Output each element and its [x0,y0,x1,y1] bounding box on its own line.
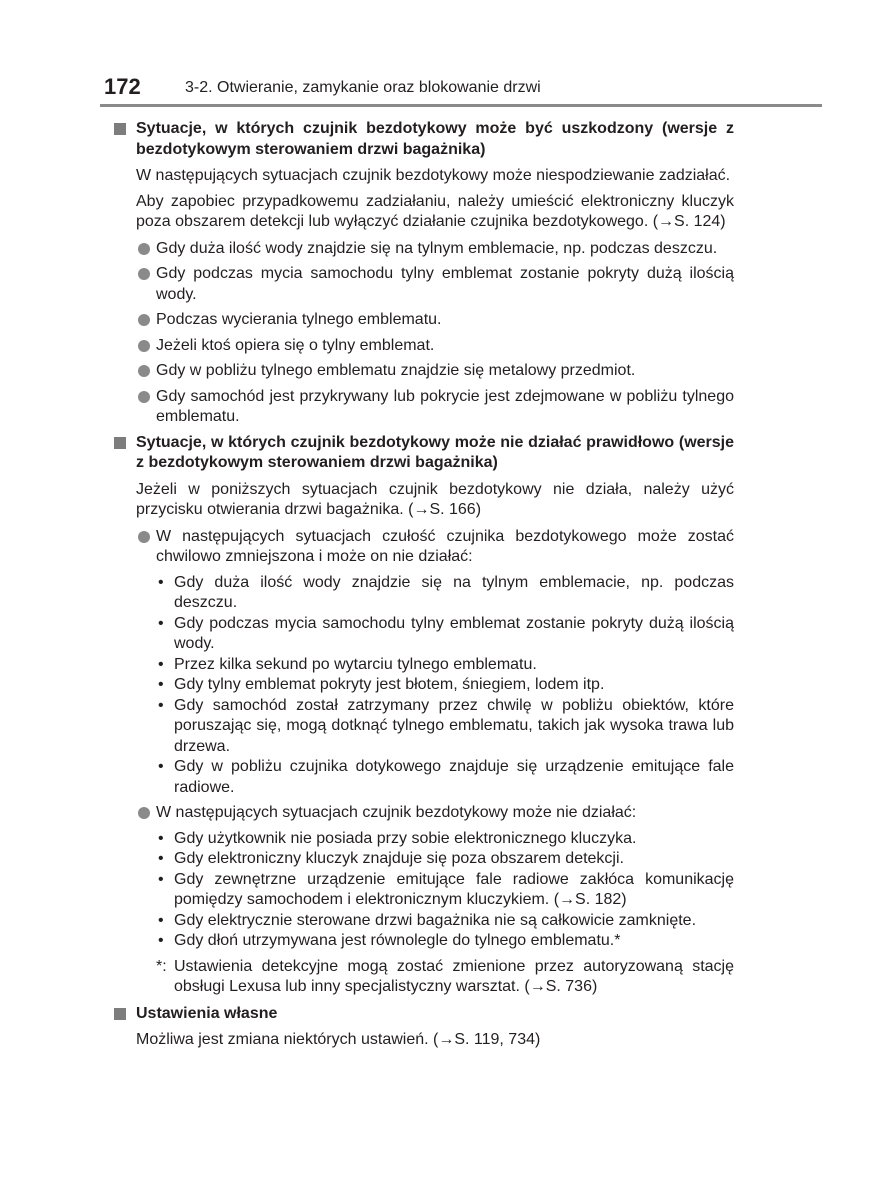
sub-list-item [156,911,734,932]
sub-list-item [156,931,734,952]
bullet-dot-icon: • [158,573,164,591]
sub-list-item-text: Gdy dłoń utrzymywana jest równolegle do tylnego emblematu.* [174,932,621,949]
page-number: 172 [104,74,141,99]
bullet-dot-icon: • [158,932,164,949]
sub-list-item-text: Gdy samochód został zatrzymany przez chwilę w pobliżu obiektów, które poruszając się, mogą dotknąć tylnego emblematu, takich jak wysoka trawa lub drzewa. [174,696,734,755]
bullet-dot-icon: • [158,850,164,867]
page-header [100,70,822,107]
paragraph: W następujących sytuacjach czujnik bezdotykowy może niespodziewanie zadziałać. [136,167,731,184]
circle-bullet-icon [138,314,150,326]
square-bullet-icon [114,437,126,449]
list-item-text: Podczas wycierania tylnego emblematu. [156,311,442,328]
circle-bullet-icon [138,268,150,280]
square-bullet-icon [114,1008,126,1020]
list-item-text: Jeżeli ktoś opiera się o tylny emblemat. [156,336,435,354]
paragraph: Możliwa jest zmiana niektórych ustawień. (→S. 119, 734) [136,1031,541,1048]
sub-list-item [156,757,734,798]
circle-bullet-icon [138,807,150,819]
sub-list [114,573,734,799]
bullet-dot-icon: • [158,870,164,888]
bullet-dot-icon: • [158,911,164,929]
list-item [114,387,734,428]
list-item-text: Gdy w pobliżu tylnego emblematu znajdzie się metalowy przedmiot. [156,362,636,379]
square-bullet-icon [114,123,126,135]
sub-list [114,829,734,952]
sub-list-item-text: Przez kilka sekund po wytarciu tylnego emblematu. [174,655,537,673]
sub-list-item-text: Gdy tylny emblemat pokryty jest błotem, śniegiem, lodem itp. [174,676,605,693]
section-heading-text: Sytuacje, w których czujnik bezdotykowy może być uszkodzony (wersje z bezdotykowym sterowaniem drzwi bagażnika) [136,120,734,158]
paragraph: Aby zapobiec przypadkowemu zadziałaniu, należy umieścić elektroniczny kluczyk poza obszarem detekcji lub wyłączyć działanie czujnika bezdotykowego. (→S. 124) [136,192,734,230]
sub-list-item [156,614,734,655]
sub-list-item [156,655,734,676]
sub-list-item-text: Gdy elektrycznie sterowane drzwi bagażnika nie są całkowicie zamknięte. [174,911,697,929]
list-item-text: W następujących sytuacjach czułość czujnika bezdotykowego może zostać chwilowo zmniejszona i może on nie działać: [156,527,734,565]
sub-list-item [156,829,734,850]
section-heading [114,1004,734,1025]
sub-list-item-text: Gdy duża ilość wody znajdzie się na tylnym emblemacie, np. podczas deszczu. [174,573,734,611]
page-content [114,119,734,1057]
footnote-mark: *: [156,957,167,975]
bullet-dot-icon: • [158,829,164,847]
list-item [114,527,734,568]
list-item [114,310,734,331]
list-item [114,264,734,305]
circle-bullet-icon [138,365,150,377]
section-custom-settings [114,1004,734,1051]
list-item-text: Gdy samochód jest przykrywany lub pokrycie jest zdejmowane w pobliżu tylnego emblematu. [156,387,734,425]
sub-list-item [156,849,734,870]
sub-list-item-text: Gdy użytkownik nie posiada przy sobie elektronicznego kluczyka. [174,829,637,847]
bullet-dot-icon: • [158,758,164,775]
sub-list-item [156,573,734,614]
chapter-title: 3-2. Otwieranie, zamykanie oraz blokowanie drzwi [185,79,541,96]
section-heading-text: Ustawienia własne [136,1004,278,1022]
sub-list-item [156,696,734,758]
list-item-text: Gdy duża ilość wody znajdzie się na tylnym emblemacie, np. podczas deszczu. [156,239,718,257]
circle-bullet-icon [138,243,150,255]
section-heading [114,119,734,160]
paragraph: Jeżeli w poniższych sytuacjach czujnik bezdotykowy nie działa, należy użyć przycisku otwierania drzwi bagażnika. (→S. 166) [136,480,734,518]
bullet-dot-icon: • [158,655,164,673]
sub-list-item-text: Gdy zewnętrzne urządzenie emitujące fale radiowe zakłóca komunikację pomiędzy samochodem i elektronicznym kluczykiem. (→S. 182) [174,870,734,908]
section-heading-text: Sytuacje, w których czujnik bezdotykowy może nie działać prawidłowo (wersje z bezdotykowym sterowaniem drzwi bagażnika) [136,433,734,471]
footnote [114,957,734,998]
section-heading [114,433,734,474]
bullet-dot-icon: • [158,614,164,632]
sub-list-item-text: Gdy podczas mycia samochodu tylny emblemat zostanie pokryty dużą ilością wody. [174,614,734,652]
circle-bullet-icon [138,531,150,543]
section-sensor-damage [114,119,734,428]
section-sensor-malfunction [114,433,734,998]
sub-list-item [156,675,734,696]
sub-list-item-text: Gdy w pobliżu czujnika dotykowego znajduje się urządzenie emitujące fale radiowe. [174,758,734,796]
list-item [114,336,734,357]
list-item [114,361,734,382]
sub-list-item [156,870,734,911]
circle-bullet-icon [138,391,150,403]
bullet-dot-icon: • [158,696,164,714]
sub-list-item-text: Gdy elektroniczny kluczyk znajduje się poza obszarem detekcji. [174,850,624,867]
list-item-text: Gdy podczas mycia samochodu tylny emblemat zostanie pokryty dużą ilością wody. [156,265,734,303]
bullet-dot-icon: • [158,676,164,693]
list-item-text: W następujących sytuacjach czujnik bezdotykowy może nie działać: [156,804,637,821]
list-item [114,239,734,260]
circle-bullet-icon [138,340,150,352]
footnote-text: Ustawienia detekcyjne mogą zostać zmienione przez autoryzowaną stację obsługi Lexusa lub inny specjalistyczny warsztat. (→S. 736) [174,957,734,995]
list-item [114,803,734,824]
